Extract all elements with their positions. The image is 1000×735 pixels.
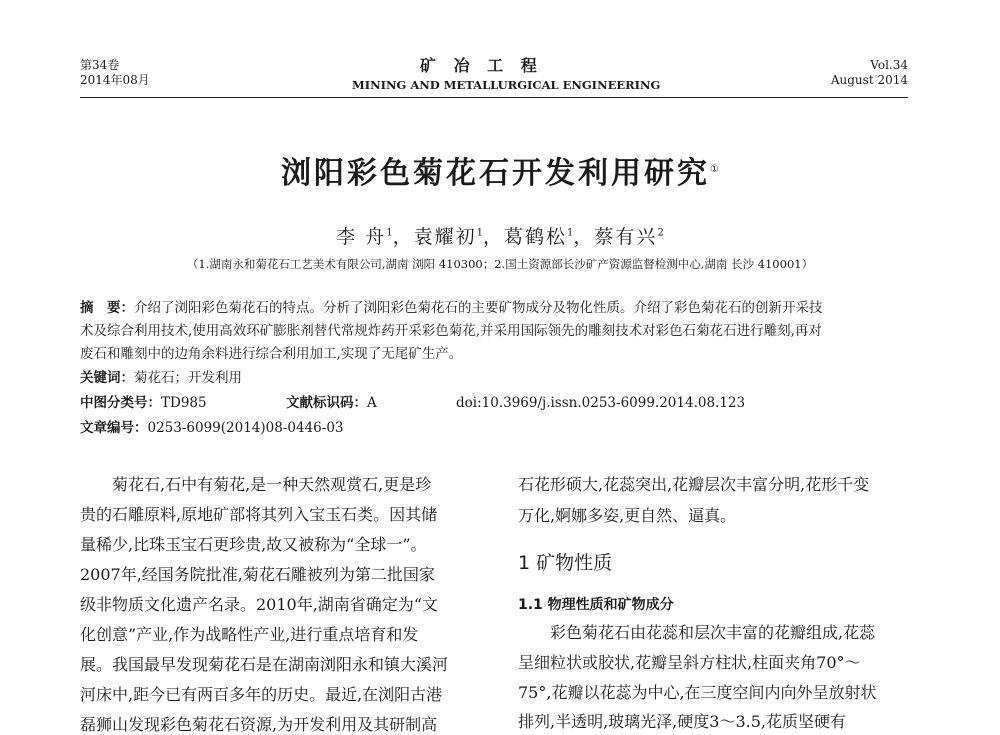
keywords-label: 关键词： (80, 370, 134, 386)
clc-number (80, 393, 207, 414)
document-code-label: 文献标识码： (286, 395, 367, 411)
journal-title-en: MINING AND METALLURGICAL ENGINEERING (352, 78, 661, 92)
right-para-line-2: 呈细粒状或胶状,花瓣呈斜方柱状,柱面夹角70°～ (518, 653, 861, 672)
section-heading: 1 矿物性质 (518, 552, 613, 574)
author-affiliation-mark: 1 (386, 227, 393, 239)
author-affiliation-mark: 1 (476, 227, 483, 239)
document-code (286, 393, 377, 414)
author-separator: ， (573, 226, 595, 248)
left-column-line: 级非物质文化遗产名录。2010年,湖南省确定为“文 (80, 595, 438, 614)
article-number (80, 418, 344, 439)
header-rule (80, 97, 908, 98)
article-number-label: 文章编号： (80, 420, 148, 436)
document-code-value: A (367, 395, 377, 411)
article-number-value: 0253-6099(2014)08-0446-03 (147, 420, 344, 436)
clc-label: 中图分类号： (80, 395, 161, 411)
paper-title (0, 148, 1000, 192)
paper-title-text: 浏阳彩色菊花石开发利用研究 (281, 156, 711, 191)
author-name: 袁耀初 (413, 226, 477, 248)
left-column-line: 量稀少,比珠玉宝石更珍贵,故又被称为“全球一”。 (80, 535, 427, 554)
author-name: 李 舟 (336, 226, 387, 248)
left-column-line: 磊狮山发现彩色菊花石资源,为开发利用及其研制高 (80, 715, 438, 734)
right-intro-line-2: 万化,婀娜多姿,更自然、逼真。 (518, 506, 737, 525)
keywords-value: 菊花石；开发利用 (134, 370, 242, 386)
header-volume-en: Vol.34 (870, 58, 908, 72)
right-para-line-3: 75°,花瓣以花蕊为中心,在三度空间内向外呈放射状 (518, 683, 877, 702)
left-column-line: 2007年,经国务院批准,菊花石雕被列为第二批国家 (80, 565, 435, 584)
clc-value: TD985 (161, 395, 207, 411)
author-affiliation-mark: 2 (657, 227, 664, 239)
doi: doi:10.3969/j.issn.0253-6099.2014.08.123 (456, 395, 746, 411)
abstract-text-1: 介绍了浏阳彩色菊花石的特点。分析了浏阳彩色菊花石的主要矿物成分及物化性质。介绍了彩色菊花石的创新开采技 (134, 300, 823, 316)
header-volume-cn: 第34卷 (80, 58, 120, 72)
right-para-line-4: 排列,半透明,玻璃光泽,硬度3～3.5,花质坚硬有 (518, 712, 846, 731)
abstract-line-2: 术及综合利用技术,使用高效环矿膨胀剂替代常规炸药开采彩色菊花,并采用国际领先的雕刻技术对彩色石菊花石进行雕刻,再对 (80, 323, 822, 339)
header-date-en: August 2014 (830, 73, 908, 87)
author-separator: ， (392, 226, 414, 248)
author-affiliation-mark: 1 (567, 227, 574, 239)
subsection-heading: 1.1 物理性质和矿物成分 (518, 597, 674, 613)
abstract-label: 摘 要： (80, 300, 134, 316)
right-intro-line-1: 石花形硕大,花蕊突出,花瓣层次丰富分明,花形千变 (518, 475, 870, 494)
author-separator: ， (483, 226, 505, 248)
abstract-line-3: 废石和雕刻中的边角余料进行综合利用加工,实现了无尾矿生产。 (80, 346, 463, 362)
abstract-line-1 (80, 298, 823, 319)
author-name: 蔡有兴 (594, 226, 658, 248)
title-footnote-mark: ① (710, 164, 719, 175)
affiliations: （1.湖南永和菊花石工艺美术有限公司,湖南 浏阳 410300；2.国土资源部长沙矿产资源监督检测中心,湖南 长沙 410001） (186, 257, 814, 271)
keywords (80, 368, 242, 389)
left-column-line: 化创意”产业,作为战略性产业,进行重点培育和发 (80, 625, 419, 644)
header-date-cn: 2014年08月 (80, 73, 150, 87)
left-column-line: 展。我国最早发现菊花石是在湖南浏阳永和镇大溪河 (80, 655, 449, 674)
left-column-line: 贵的石雕原料,原地矿部将其列入宝玉石类。因其储 (80, 505, 438, 524)
right-para-line-1: 彩色菊花石由花蕊和层次丰富的花瓣组成,花蕊 (550, 623, 876, 642)
left-column-line: 菊花石,石中有菊花,是一种天然观赏石,更是珍 (112, 475, 432, 494)
journal-title-cn: 矿 冶 工 程 (420, 56, 543, 75)
author-name: 葛鹤松 (504, 226, 568, 248)
left-column-line: 河床中,距今已有两百多年的历史。最近,在浏阳古港 (80, 685, 443, 704)
author-list (0, 222, 1000, 249)
